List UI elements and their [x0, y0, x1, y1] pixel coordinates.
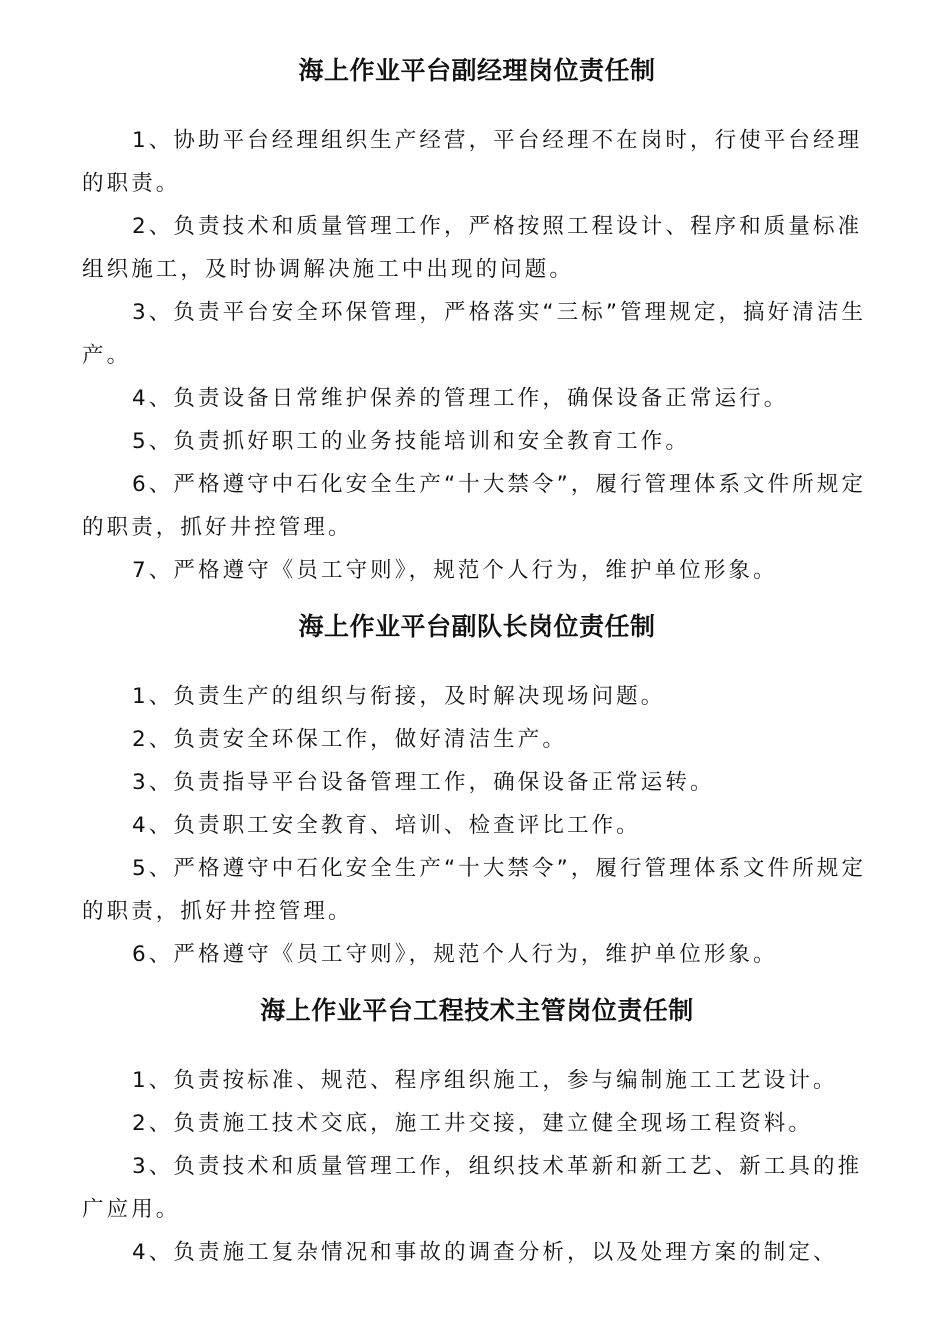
list-item: 4、负责职工安全教育、培训、检查评比工作。 [132, 813, 641, 838]
section-title-engineering-supervisor: 海上作业平台工程技术主管岗位责任制 [260, 996, 694, 1025]
list-item: 4、负责设备日常维护保养的管理工作，确保设备正常运行。 [132, 386, 789, 411]
list-item: 3、负责平台安全环保管理，严格落实“三标”管理规定，搞好清洁生产。 [82, 300, 867, 368]
list-item: 6、严格遵守中石化安全生产“十大禁令”，履行管理体系文件所规定的职责，抓好井控管理。 [82, 472, 867, 540]
list-item: 2、负责施工技术交底，施工井交接，建立健全现场工程资料。 [132, 1111, 813, 1136]
section-title-deputy-manager: 海上作业平台副经理岗位责任制 [298, 56, 656, 85]
list-item: 1、协助平台经理组织生产经营，平台经理不在岗时，行使平台经理的职责。 [82, 128, 863, 196]
list-item: 3、负责指导平台设备管理工作，确保设备正常运转。 [132, 770, 715, 795]
list-item: 3、负责技术和质量管理工作，组织技术革新和新工艺、新工具的推广应用。 [82, 1154, 863, 1222]
list-item: 1、负责生产的组织与衔接，及时解决现场问题。 [132, 684, 666, 709]
list-item: 6、严格遵守《员工守则》，规范个人行为，维护单位形象。 [132, 942, 778, 967]
list-item: 2、负责技术和质量管理工作，严格按照工程设计、程序和质量标准组织施工，及时协调解决施工中出现的问题。 [82, 214, 863, 282]
list-item: 4、负责施工复杂情况和事故的调查分析，以及处理方案的制定、 [132, 1240, 838, 1265]
list-item: 5、严格遵守中石化安全生产“十大禁令”，履行管理体系文件所规定的职责，抓好井控管理。 [82, 856, 867, 924]
list-item: 1、负责按标准、规范、程序组织施工，参与编制施工工艺设计。 [132, 1068, 838, 1093]
list-item: 5、负责抓好职工的业务技能培训和安全教育工作。 [132, 429, 690, 454]
list-item: 7、严格遵守《员工守则》，规范个人行为，维护单位形象。 [132, 558, 778, 583]
list-item: 2、负责安全环保工作，做好清洁生产。 [132, 727, 567, 752]
section-title-deputy-captain: 海上作业平台副队长岗位责任制 [298, 612, 656, 641]
